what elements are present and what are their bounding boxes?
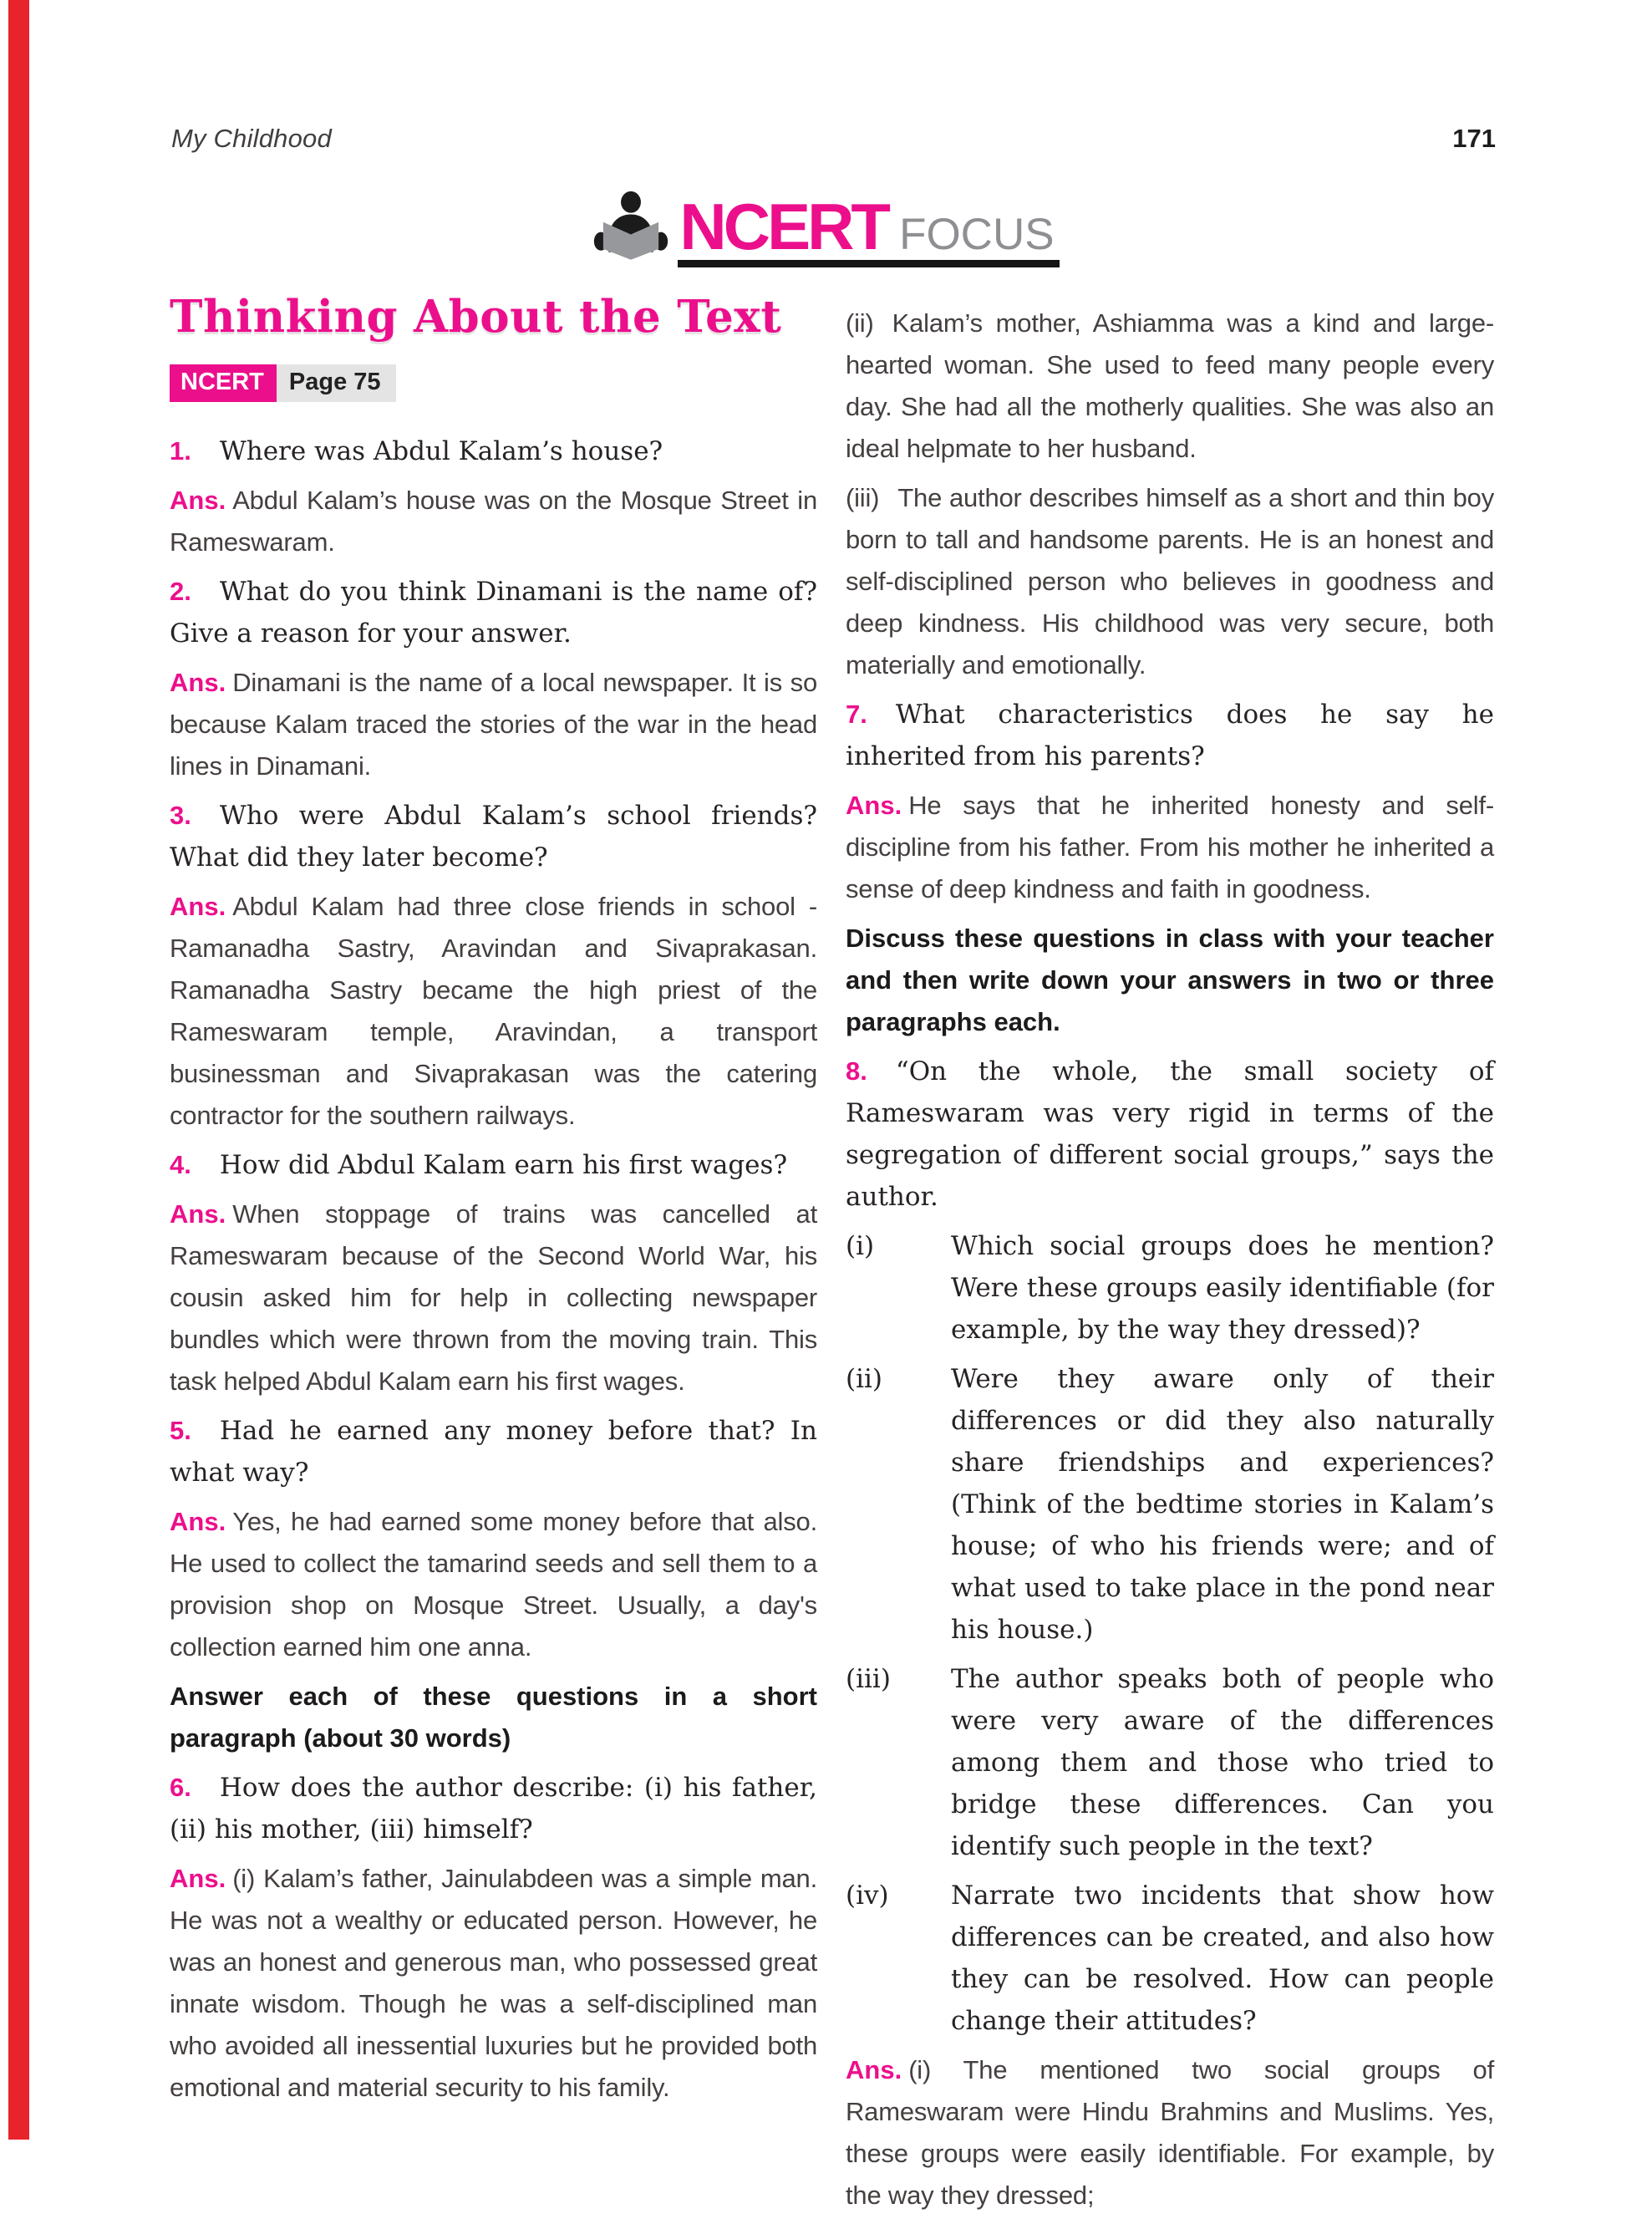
instruction-heading-discuss: Discuss these questions in class with your teacher and then write down your answers in two or three paragraphs each. <box>846 924 1494 1036</box>
ncert-focus-logo <box>0 191 1652 267</box>
instruction-heading-short-paragraph: Answer each of these questions in a short paragraph (about 30 words) <box>170 1682 817 1753</box>
question-8-item-iii-marker: (iii) <box>846 1664 891 1694</box>
question-8-item-i-marker: (i) <box>846 1231 875 1261</box>
question-8-item-iv <box>846 1875 1494 2042</box>
section-title: Thinking About the Text <box>170 291 782 343</box>
chapter-title: My Childhood <box>171 124 332 153</box>
question-1-number: 1. <box>170 436 191 466</box>
question-8-number: 8. <box>846 1056 867 1086</box>
question-8 <box>846 1051 1494 1218</box>
answer-6-part-iii <box>846 477 1494 686</box>
answer-6-part-ii <box>846 303 1494 470</box>
logo-tagline-text: FOCUS <box>899 209 1055 259</box>
answer-8 <box>846 2049 1494 2216</box>
question-8-item-ii-text: Were they aware only of their differences or did they also naturally share friendships and experiences? (Think of the bedtime stories in Kalam’s house; of who his friends were; and of what used to take place in the pond near his house.) <box>951 1364 1494 1645</box>
question-8-item-i <box>846 1225 1494 1351</box>
question-8-item-ii <box>846 1358 1494 1651</box>
question-8-text: “On the whole, the small society of Rameswaram was very rigid in terms of the segregation of different social groups,” says the author. <box>846 1056 1494 1212</box>
answer-4-label: Ans. <box>170 1199 226 1229</box>
question-6-number: 6. <box>170 1773 191 1802</box>
answer-6-part-ii-text: Kalam’s mother, Ashiamma was a kind and large-hearted woman. She used to feed many people every day. She had all the motherly qualities. She was also an ideal helpmate to her husband. <box>846 308 1494 463</box>
question-8-item-iv-text: Narrate two incidents that show how differences can be created, and also how they can be resolved. How can people change their attitudes? <box>951 1880 1494 2036</box>
question-7-number: 7. <box>846 700 867 729</box>
answer-8-text: (i) The mentioned two social groups of Rameswaram were Hindu Brahmins and Muslims. Yes, these groups were easily identifiable. For example, by the way they dressed; <box>846 2055 1494 2210</box>
logo-brand-text: NCERT <box>679 189 888 263</box>
question-1-text: Where was Abdul Kalam’s house? <box>219 436 663 466</box>
content-columns <box>170 291 1494 2224</box>
question-8-item-ii-marker: (ii) <box>846 1364 883 1394</box>
question-3-text: Who were Abdul Kalam’s school friends? What did they later become? <box>170 801 817 873</box>
answer-2-label: Ans. <box>170 668 226 697</box>
reader-icon <box>592 191 669 267</box>
answer-6 <box>170 1858 817 2109</box>
question-5 <box>170 1410 817 1494</box>
question-1 <box>170 430 817 472</box>
question-7-text: What characteristics does he say he inherited from his parents? <box>846 700 1494 771</box>
source-badge <box>170 364 817 402</box>
question-5-number: 5. <box>170 1416 191 1445</box>
question-4-number: 4. <box>170 1150 191 1179</box>
answer-4 <box>170 1193 817 1402</box>
answer-6-label: Ans. <box>170 1864 226 1893</box>
answer-6-text: (i) Kalam’s father, Jainulabdeen was a simple man. He was not a wealthy or educated person. However, he was an honest and generous man, who possessed great innate wisdom. Though he was a self-disciplined man who avoided all inessential luxuries but he provided both emotional and material security to his family. <box>170 1864 817 2102</box>
question-2 <box>170 571 817 654</box>
badge-page-ref: Page 75 <box>277 364 396 402</box>
question-4-text: How did Abdul Kalam earn his first wages? <box>219 1150 788 1180</box>
answer-6-part-ii-marker: (ii) <box>846 308 874 338</box>
logo-wordmark <box>678 189 1059 267</box>
question-2-text: What do you think Dinamani is the name of? Give a reason for your answer. <box>170 577 817 649</box>
answer-7-label: Ans. <box>846 791 902 820</box>
answer-1-label: Ans. <box>170 486 226 515</box>
answer-3-label: Ans. <box>170 892 226 921</box>
question-8-item-iii-text: The author speaks both of people who were very aware of the differences among them and those who tried to bridge these differences. Can you identify such people in the text? <box>951 1664 1494 1861</box>
answer-2-text: Dinamani is the name of a local newspaper. It is so because Kalam traced the stories of the war in the head lines in Dinamani. <box>170 668 817 781</box>
question-8-item-iv-marker: (iv) <box>846 1880 889 1911</box>
badge-ncert: NCERT <box>170 364 277 402</box>
answer-6-part-iii-text: The author describes himself as a short and thin boy born to tall and handsome parents. He is an honest and self-disciplined person who believes in goodness and deep kindness. His childhood was very secure, both materially and emotionally. <box>846 483 1494 679</box>
answer-1-text: Abdul Kalam’s house was on the Mosque Street in Rameswaram. <box>170 486 817 557</box>
answer-5 <box>170 1501 817 1668</box>
answer-3 <box>170 886 817 1137</box>
page-header <box>171 124 1496 154</box>
answer-3-text: Abdul Kalam had three close friends in school - Ramanadha Sastry, Aravindan and Sivaprakasan. Ramanadha Sastry became the high priest of the Rameswaram temple, Aravindan, a transport businessman and Sivaprakasan was the catering contractor for the southern railways. <box>170 892 817 1130</box>
page-number: 171 <box>1452 124 1496 153</box>
answer-5-label: Ans. <box>170 1507 226 1536</box>
question-3-number: 3. <box>170 801 191 830</box>
question-3 <box>170 795 817 878</box>
answer-2 <box>170 662 817 787</box>
answer-1 <box>170 480 817 563</box>
answer-4-text: When stoppage of trains was cancelled at Rameswaram because of the Second World War, his cousin asked him for help in collecting newspaper bundles which were thrown from the moving train. This task helped Abdul Kalam earn his first wages. <box>170 1199 817 1396</box>
answer-5-text: Yes, he had earned some money before that also. He used to collect the tamarind seeds and sell them to a provision shop on Mosque Street. Usually, a day's collection earned him one anna. <box>170 1507 817 1662</box>
right-column <box>846 291 1494 2224</box>
page-edge-strip <box>8 0 29 2140</box>
answer-6-part-iii-marker: (iii) <box>846 483 880 512</box>
question-6 <box>170 1767 817 1850</box>
question-6-text: How does the author describe: (i) his father, (ii) his mother, (iii) himself? <box>170 1773 817 1845</box>
question-8-item-i-text: Which social groups does he mention? Were these groups easily identifiable (for example, by the way they dressed)? <box>951 1231 1494 1345</box>
answer-8-label: Ans. <box>846 2055 902 2084</box>
question-4 <box>170 1144 817 1186</box>
question-2-number: 2. <box>170 577 191 606</box>
question-5-text: Had he earned any money before that? In what way? <box>170 1416 817 1488</box>
question-7 <box>846 694 1494 777</box>
question-8-item-iii <box>846 1658 1494 1867</box>
left-column <box>170 291 817 2224</box>
answer-7 <box>846 785 1494 910</box>
answer-7-text: He says that he inherited honesty and self-discipline from his father. From his mother he inherited a sense of deep kindness and faith in goodness. <box>846 791 1494 903</box>
